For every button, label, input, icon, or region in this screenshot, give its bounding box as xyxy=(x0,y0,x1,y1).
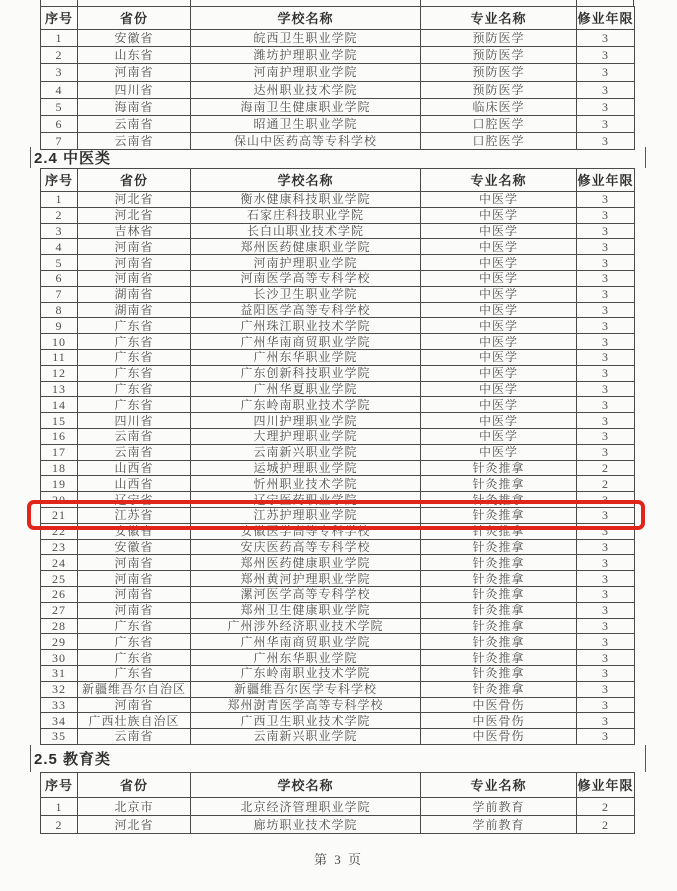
cell: 广州东华职业学院 xyxy=(191,650,421,666)
cell: 24 xyxy=(41,555,78,571)
cell: 21 xyxy=(41,507,78,523)
cell: 针灸推拿 xyxy=(421,460,577,476)
cell: 针灸推拿 xyxy=(421,650,577,666)
cell: 河南省 xyxy=(78,64,191,81)
column-header: 专业名称 xyxy=(421,169,577,192)
cell: 广州涉外经济职业技术学院 xyxy=(191,618,421,634)
cell: 忻州职业技术学院 xyxy=(191,476,421,492)
cell: 河南医学高等专科学校 xyxy=(191,270,421,286)
cell: 3 xyxy=(577,207,635,223)
cell: 中医学 xyxy=(421,302,577,318)
section-heading-2-4 xyxy=(30,147,646,168)
table-row xyxy=(41,192,635,208)
cell: 北京市 xyxy=(78,798,191,816)
cell: 广西卫生职业技术学院 xyxy=(191,713,421,729)
table-row xyxy=(41,798,635,816)
cell: 预防医学 xyxy=(421,30,577,47)
cell: 口腔医学 xyxy=(421,133,577,150)
column-header: 学校名称 xyxy=(191,773,421,798)
cell: 漯河医学高等专科学校 xyxy=(191,586,421,602)
cell: 安徽省 xyxy=(78,30,191,47)
table-row xyxy=(41,223,635,239)
table-row xyxy=(41,816,635,834)
cell: 中医学 xyxy=(421,413,577,429)
cell: 河北省 xyxy=(78,816,191,834)
cell: 3 xyxy=(577,81,635,98)
cell: 针灸推拿 xyxy=(421,681,577,697)
cell: 新疆维吾尔医学专科学校 xyxy=(191,681,421,697)
cell: 广东省 xyxy=(78,334,191,350)
cell: 云南新兴职业学院 xyxy=(191,729,421,745)
cell: 长白山职业技术学院 xyxy=(191,223,421,239)
cell: 郑州医药健康职业学院 xyxy=(191,555,421,571)
table-row xyxy=(41,539,635,555)
cell: 石家庄科技职业学院 xyxy=(191,207,421,223)
cell: 云南省 xyxy=(78,115,191,132)
table-row xyxy=(41,571,635,587)
header-row xyxy=(41,169,635,192)
cell: 26 xyxy=(41,586,78,602)
cell: 预防医学 xyxy=(421,64,577,81)
table-row xyxy=(41,681,635,697)
cell: 郑州澍青医学高等专科学校 xyxy=(191,697,421,713)
cell: 中医学 xyxy=(421,397,577,413)
section-title: 2.4 中医类 xyxy=(34,150,112,167)
cell: 大理护理职业学院 xyxy=(191,428,421,444)
cell: 广东省 xyxy=(78,365,191,381)
cell: 27 xyxy=(41,602,78,618)
table-row xyxy=(41,334,635,350)
cell: 3 xyxy=(41,223,78,239)
cell: 针灸推拿 xyxy=(421,634,577,650)
cell: 河南省 xyxy=(78,586,191,602)
cell: 运城护理职业学院 xyxy=(191,460,421,476)
section-title: 2.5 教育类 xyxy=(34,751,112,768)
cell: 中医学 xyxy=(421,318,577,334)
table-row xyxy=(41,81,635,98)
cell: 20 xyxy=(41,492,78,508)
cell: 3 xyxy=(577,270,635,286)
cell: 3 xyxy=(577,239,635,255)
cell: 3 xyxy=(577,381,635,397)
cell: 河南省 xyxy=(78,555,191,571)
cell: 6 xyxy=(41,115,78,132)
cell: 针灸推拿 xyxy=(421,618,577,634)
cell: 云南省 xyxy=(78,444,191,460)
column-header: 专业名称 xyxy=(421,7,577,30)
cell: 廊坊职业技术学院 xyxy=(191,816,421,834)
cell: 3 xyxy=(577,539,635,555)
cell: 河北省 xyxy=(78,192,191,208)
cell: 3 xyxy=(577,729,635,745)
cell: 中医学 xyxy=(421,270,577,286)
cell: 针灸推拿 xyxy=(421,507,577,523)
cell: 广州珠江职业技术学院 xyxy=(191,318,421,334)
cell: 云南省 xyxy=(78,133,191,150)
cell: 中医学 xyxy=(421,428,577,444)
column-header: 学校名称 xyxy=(191,7,421,30)
table-row xyxy=(41,255,635,271)
cell: 3 xyxy=(577,365,635,381)
table-row xyxy=(41,697,635,713)
cell: 2 xyxy=(577,816,635,834)
cell: 辽宁医药职业学院 xyxy=(191,492,421,508)
cell: 中医学 xyxy=(421,286,577,302)
cell: 益阳医学高等专科学校 xyxy=(191,302,421,318)
cell: 河南省 xyxy=(78,255,191,271)
cell: 广东省 xyxy=(78,634,191,650)
cell: 5 xyxy=(41,255,78,271)
cell: 郑州医药健康职业学院 xyxy=(191,239,421,255)
table-row xyxy=(41,286,635,302)
cell: 针灸推拿 xyxy=(421,523,577,539)
cell: 昭通卫生职业学院 xyxy=(191,115,421,132)
table-row xyxy=(41,634,635,650)
cell: 临床医学 xyxy=(421,98,577,115)
cell: 3 xyxy=(577,64,635,81)
table-row xyxy=(41,586,635,602)
table-row xyxy=(41,30,635,47)
cell: 学前教育 xyxy=(421,816,577,834)
cell: 潍坊护理职业学院 xyxy=(191,47,421,64)
table-row xyxy=(41,413,635,429)
cell: 10 xyxy=(41,334,78,350)
cell: 郑州黄河护理职业学院 xyxy=(191,571,421,587)
cell: 广东岭南职业技术学院 xyxy=(191,397,421,413)
table-row xyxy=(41,650,635,666)
cell: 安徽省 xyxy=(78,539,191,555)
cell: 河南省 xyxy=(78,239,191,255)
cell: 3 xyxy=(577,444,635,460)
cell: 30 xyxy=(41,650,78,666)
table-row xyxy=(41,98,635,115)
cell: 中医骨伤 xyxy=(421,729,577,745)
cell: 34 xyxy=(41,713,78,729)
cell: 四川护理职业学院 xyxy=(191,413,421,429)
cell: 3 xyxy=(577,523,635,539)
section-heading-2-5 xyxy=(30,745,646,772)
cell: 13 xyxy=(41,381,78,397)
cell: 中医学 xyxy=(421,349,577,365)
cell: 安徽省 xyxy=(78,523,191,539)
cell: 河北省 xyxy=(78,207,191,223)
cell: 1 xyxy=(41,192,78,208)
cell: 山西省 xyxy=(78,476,191,492)
cell: 28 xyxy=(41,618,78,634)
cell: 学前教育 xyxy=(421,798,577,816)
cell: 2 xyxy=(41,207,78,223)
cell: 中医学 xyxy=(421,207,577,223)
cell: 3 xyxy=(577,318,635,334)
column-header: 修业年限 xyxy=(577,7,635,30)
cell: 广东省 xyxy=(78,349,191,365)
cell: 35 xyxy=(41,729,78,745)
cell: 8 xyxy=(41,302,78,318)
data-table-education xyxy=(40,772,635,834)
cell: 海南省 xyxy=(78,98,191,115)
cell: 广东岭南职业技术学院 xyxy=(191,665,421,681)
cell: 新疆维吾尔自治区 xyxy=(78,681,191,697)
cell: 23 xyxy=(41,539,78,555)
cell: 针灸推拿 xyxy=(421,492,577,508)
cell: 郑州卫生健康职业学院 xyxy=(191,602,421,618)
cell: 3 xyxy=(577,223,635,239)
cell: 针灸推拿 xyxy=(421,602,577,618)
table-row xyxy=(41,365,635,381)
table-row xyxy=(41,713,635,729)
table-row xyxy=(41,665,635,681)
cell: 29 xyxy=(41,634,78,650)
table-row xyxy=(41,476,635,492)
cell: 3 xyxy=(41,64,78,81)
column-header: 省份 xyxy=(78,169,191,192)
cell: 保山中医药高等专科学校 xyxy=(191,133,421,150)
cell: 3 xyxy=(577,413,635,429)
column-header: 修业年限 xyxy=(577,169,635,192)
cell: 达州职业技术学院 xyxy=(191,81,421,98)
table-row xyxy=(41,618,635,634)
table-row xyxy=(41,507,635,523)
cell: 广东省 xyxy=(78,665,191,681)
table-row xyxy=(41,115,635,132)
table-row xyxy=(41,602,635,618)
cell: 3 xyxy=(577,115,635,132)
cell: 31 xyxy=(41,665,78,681)
cell: 河南省 xyxy=(78,571,191,587)
cell: 1 xyxy=(41,798,78,816)
cell: 海南卫生健康职业学院 xyxy=(191,98,421,115)
cell: 3 xyxy=(577,586,635,602)
cell: 19 xyxy=(41,476,78,492)
cell: 中医学 xyxy=(421,255,577,271)
cell: 广州东华职业学院 xyxy=(191,349,421,365)
cell: 3 xyxy=(577,133,635,150)
cell: 5 xyxy=(41,98,78,115)
cell: 3 xyxy=(577,634,635,650)
header-row xyxy=(41,7,635,30)
cell: 吉林省 xyxy=(78,223,191,239)
cell: 四川省 xyxy=(78,81,191,98)
cell: 2 xyxy=(577,460,635,476)
cell: 针灸推拿 xyxy=(421,476,577,492)
cell: 15 xyxy=(41,413,78,429)
cell: 3 xyxy=(577,602,635,618)
cell: 22 xyxy=(41,523,78,539)
column-header: 修业年限 xyxy=(577,773,635,798)
cell: 广州华夏职业学院 xyxy=(191,381,421,397)
cell: 中医学 xyxy=(421,334,577,350)
table-row xyxy=(41,444,635,460)
cell: 3 xyxy=(577,192,635,208)
cell: 3 xyxy=(577,555,635,571)
cell: 25 xyxy=(41,571,78,587)
cell: 3 xyxy=(577,302,635,318)
cell: 7 xyxy=(41,133,78,150)
cell: 17 xyxy=(41,444,78,460)
cell: 广东创新科技职业学院 xyxy=(191,365,421,381)
cell: 3 xyxy=(577,349,635,365)
table-row xyxy=(41,239,635,255)
cell: 9 xyxy=(41,318,78,334)
cell: 长沙卫生职业学院 xyxy=(191,286,421,302)
cell: 3 xyxy=(577,397,635,413)
table-row xyxy=(41,270,635,286)
cell: 3 xyxy=(577,697,635,713)
cell: 广东省 xyxy=(78,397,191,413)
cell: 北京经济管理职业学院 xyxy=(191,798,421,816)
cell: 11 xyxy=(41,349,78,365)
cell: 皖西卫生职业学院 xyxy=(191,30,421,47)
cell: 3 xyxy=(577,681,635,697)
cell: 6 xyxy=(41,270,78,286)
cell: 安庆医药高等专科学校 xyxy=(191,539,421,555)
cell: 四川省 xyxy=(78,413,191,429)
cell: 预防医学 xyxy=(421,81,577,98)
cell: 33 xyxy=(41,697,78,713)
cell: 3 xyxy=(577,334,635,350)
table-row xyxy=(41,428,635,444)
table-row xyxy=(41,492,635,508)
cell: 3 xyxy=(577,428,635,444)
cell: 口腔医学 xyxy=(421,115,577,132)
cell: 广东省 xyxy=(78,650,191,666)
cell: 湖南省 xyxy=(78,286,191,302)
column-header: 序号 xyxy=(41,169,78,192)
cell: 3 xyxy=(577,98,635,115)
cell: 3 xyxy=(577,650,635,666)
column-header: 省份 xyxy=(78,7,191,30)
cell: 2 xyxy=(577,798,635,816)
cell: 江苏护理职业学院 xyxy=(191,507,421,523)
cell: 山西省 xyxy=(78,460,191,476)
cell: 广州华南商贸职业学院 xyxy=(191,634,421,650)
table-row xyxy=(41,64,635,81)
table-row xyxy=(41,47,635,64)
cell: 安徽医学高等专科学校 xyxy=(191,523,421,539)
cell: 广东省 xyxy=(78,318,191,334)
cell: 16 xyxy=(41,428,78,444)
cell: 云南省 xyxy=(78,729,191,745)
column-header: 序号 xyxy=(41,7,78,30)
cell: 3 xyxy=(577,665,635,681)
cell: 广西壮族自治区 xyxy=(78,713,191,729)
cell: 预防医学 xyxy=(421,47,577,64)
table-row xyxy=(41,349,635,365)
cell: 中医学 xyxy=(421,365,577,381)
cell: 32 xyxy=(41,681,78,697)
column-header: 省份 xyxy=(78,773,191,798)
cell: 中医骨伤 xyxy=(421,713,577,729)
cell: 针灸推拿 xyxy=(421,571,577,587)
cell: 3 xyxy=(577,47,635,64)
column-header: 序号 xyxy=(41,773,78,798)
table-row xyxy=(41,397,635,413)
cell: 4 xyxy=(41,81,78,98)
cell: 针灸推拿 xyxy=(421,665,577,681)
data-table-tcm xyxy=(40,168,635,745)
cell: 山东省 xyxy=(78,47,191,64)
cell: 河南省 xyxy=(78,602,191,618)
table-row xyxy=(41,318,635,334)
cell: 3 xyxy=(577,255,635,271)
cell: 河南省 xyxy=(78,697,191,713)
cell: 中医学 xyxy=(421,239,577,255)
cell: 3 xyxy=(577,507,635,523)
table-row xyxy=(41,523,635,539)
table-row xyxy=(41,381,635,397)
page-number: 第 3 页 xyxy=(313,852,363,867)
column-header: 学校名称 xyxy=(191,169,421,192)
cell: 河南护理职业学院 xyxy=(191,255,421,271)
cell: 广东省 xyxy=(78,381,191,397)
column-header: 专业名称 xyxy=(421,773,577,798)
table-row xyxy=(41,207,635,223)
table-row xyxy=(41,555,635,571)
cell: 中医学 xyxy=(421,444,577,460)
cell: 3 xyxy=(577,492,635,508)
cell: 衡水健康科技职业学院 xyxy=(191,192,421,208)
cell: 广州华南商贸职业学院 xyxy=(191,334,421,350)
cell: 2 xyxy=(41,816,78,834)
cell: 2 xyxy=(41,47,78,64)
cell: 云南省 xyxy=(78,428,191,444)
cell: 3 xyxy=(577,30,635,47)
cell: 河南护理职业学院 xyxy=(191,64,421,81)
cell: 云南新兴职业学院 xyxy=(191,444,421,460)
cell: 3 xyxy=(577,571,635,587)
cell: 针灸推拿 xyxy=(421,539,577,555)
cell: 辽宁省 xyxy=(78,492,191,508)
cell: 1 xyxy=(41,30,78,47)
cell: 针灸推拿 xyxy=(421,555,577,571)
cell: 中医学 xyxy=(421,192,577,208)
data-table-clinical xyxy=(40,6,635,150)
table-row xyxy=(41,729,635,745)
cell: 4 xyxy=(41,239,78,255)
cell: 12 xyxy=(41,365,78,381)
cell: 中医学 xyxy=(421,223,577,239)
cell: 湖南省 xyxy=(78,302,191,318)
cell: 14 xyxy=(41,397,78,413)
cell: 3 xyxy=(577,286,635,302)
cell: 中医骨伤 xyxy=(421,697,577,713)
cell: 3 xyxy=(577,713,635,729)
table-row xyxy=(41,302,635,318)
cell: 2 xyxy=(577,476,635,492)
cell: 7 xyxy=(41,286,78,302)
cell: 针灸推拿 xyxy=(421,586,577,602)
cell: 中医学 xyxy=(421,381,577,397)
cell: 广东省 xyxy=(78,618,191,634)
cell: 18 xyxy=(41,460,78,476)
table-row xyxy=(41,460,635,476)
header-row xyxy=(41,773,635,798)
cell: 3 xyxy=(577,618,635,634)
cell: 江苏省 xyxy=(78,507,191,523)
cell: 河南省 xyxy=(78,270,191,286)
